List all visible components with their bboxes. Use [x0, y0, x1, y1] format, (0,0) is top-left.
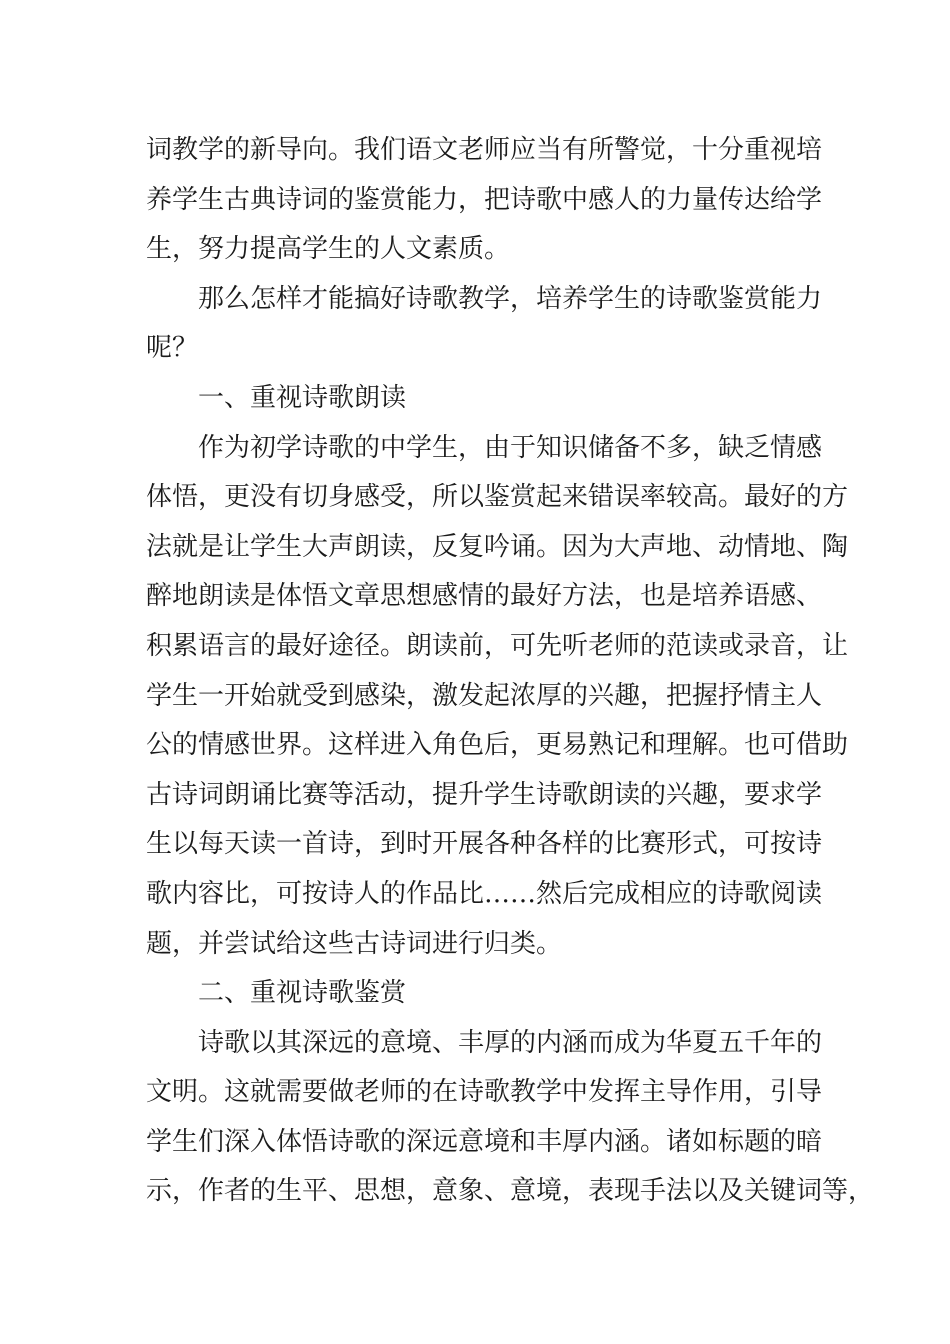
section-1-line-7: 公的情感世界。这样进入角色后，更易熟记和理解。也可借助: [146, 730, 849, 761]
section-heading-1: 一、重视诗歌朗读: [198, 382, 407, 413]
section-2-line-3: 学生们深入体悟诗歌的深远意境和丰厚内涵。诸如标题的暗: [146, 1126, 823, 1157]
section-1-line-4: 醉地朗读是体悟文章思想感情的最好方法，也是培养语感、: [146, 581, 823, 612]
paragraph-question-line-1: 那么怎样才能搞好诗歌教学，培养学生的诗歌鉴赏能力: [198, 283, 823, 314]
text-line-3: 生，努力提高学生的人文素质。: [146, 234, 511, 265]
text-line-2: 养学生古典诗词的鉴赏能力，把诗歌中感人的力量传达给学: [146, 184, 823, 215]
section-1-line-5: 积累语言的最好途径。朗读前，可先听老师的范读或录音，让: [146, 630, 849, 661]
section-2-line-4: 示，作者的生平、思想，意象、意境，表现手法以及关键词等，: [146, 1176, 875, 1207]
section-2-line-2: 文明。这就需要做老师的在诗歌教学中发挥主导作用，引导: [146, 1077, 823, 1108]
section-1-line-8: 古诗词朗诵比赛等活动，提升学生诗歌朗读的兴趣，要求学: [146, 779, 823, 810]
section-1-line-6: 学生一开始就受到感染，激发起浓厚的兴趣，把握抒情主人: [146, 680, 823, 711]
paragraph-question-line-2: 呢？: [146, 333, 199, 364]
section-1-line-2: 体悟，更没有切身感受，所以鉴赏起来错误率较高。最好的方: [146, 482, 849, 513]
section-1-line-11: 题，并尝试给这些古诗词进行归类。: [146, 928, 563, 959]
text-line-1: 词教学的新导向。我们语文老师应当有所警觉，十分重视培: [146, 135, 823, 165]
document-body: [146, 126, 875, 1217]
section-1-line-1: 作为初学诗歌的中学生，由于知识储备不多，缺乏情感: [198, 432, 823, 463]
section-1-line-3: 法就是让学生大声朗读，反复吟诵。因为大声地、动情地、陶: [146, 531, 849, 562]
section-heading-2: 二、重视诗歌鉴赏: [198, 978, 407, 1009]
section-1-line-10: 歌内容比，可按诗人的作品比……然后完成相应的诗歌阅读: [146, 878, 823, 909]
section-2-line-1: 诗歌以其深远的意境、丰厚的内涵而成为华夏五千年的: [198, 1027, 823, 1058]
section-1-line-9: 生以每天读一首诗，到时开展各种各样的比赛形式，可按诗: [146, 829, 823, 860]
